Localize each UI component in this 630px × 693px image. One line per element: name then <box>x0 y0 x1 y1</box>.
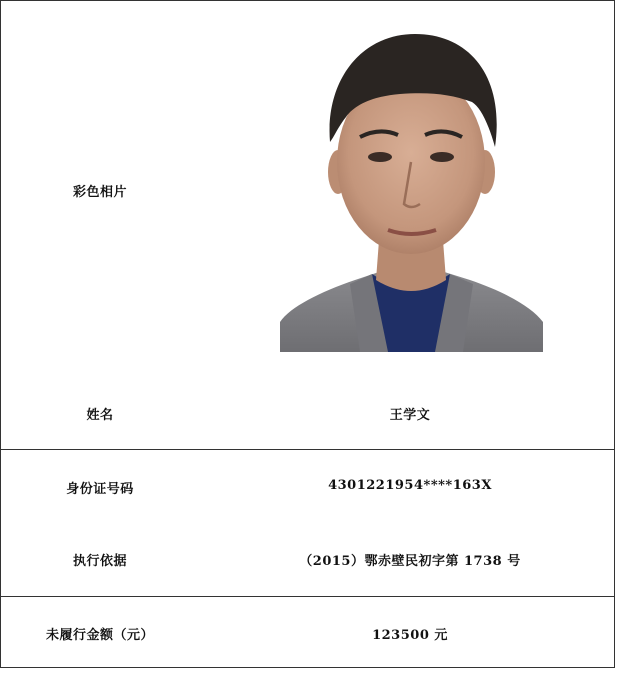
table-border-right <box>614 0 615 668</box>
row-divider <box>0 449 615 450</box>
id-number-value: 4301221954****163X <box>328 478 492 493</box>
name-value: 王学文 <box>389 408 431 423</box>
photo-label: 彩色相片 <box>72 185 128 200</box>
portrait-photo <box>280 22 543 352</box>
portrait-image <box>280 22 543 352</box>
unpaid-amount-value: 123500 元 <box>372 628 448 643</box>
row-divider <box>0 596 615 597</box>
table-border-top <box>0 0 615 1</box>
table-border-left <box>0 0 1 668</box>
unpaid-amount-label: 未履行金额（元） <box>45 628 155 643</box>
table-border-bottom <box>0 667 615 668</box>
execution-basis-value: （2015）鄂赤壁民初字第 1738 号 <box>299 554 521 569</box>
name-label: 姓名 <box>86 408 114 423</box>
id-number-label: 身份证号码 <box>66 482 134 497</box>
execution-basis-label: 执行依据 <box>72 554 128 569</box>
